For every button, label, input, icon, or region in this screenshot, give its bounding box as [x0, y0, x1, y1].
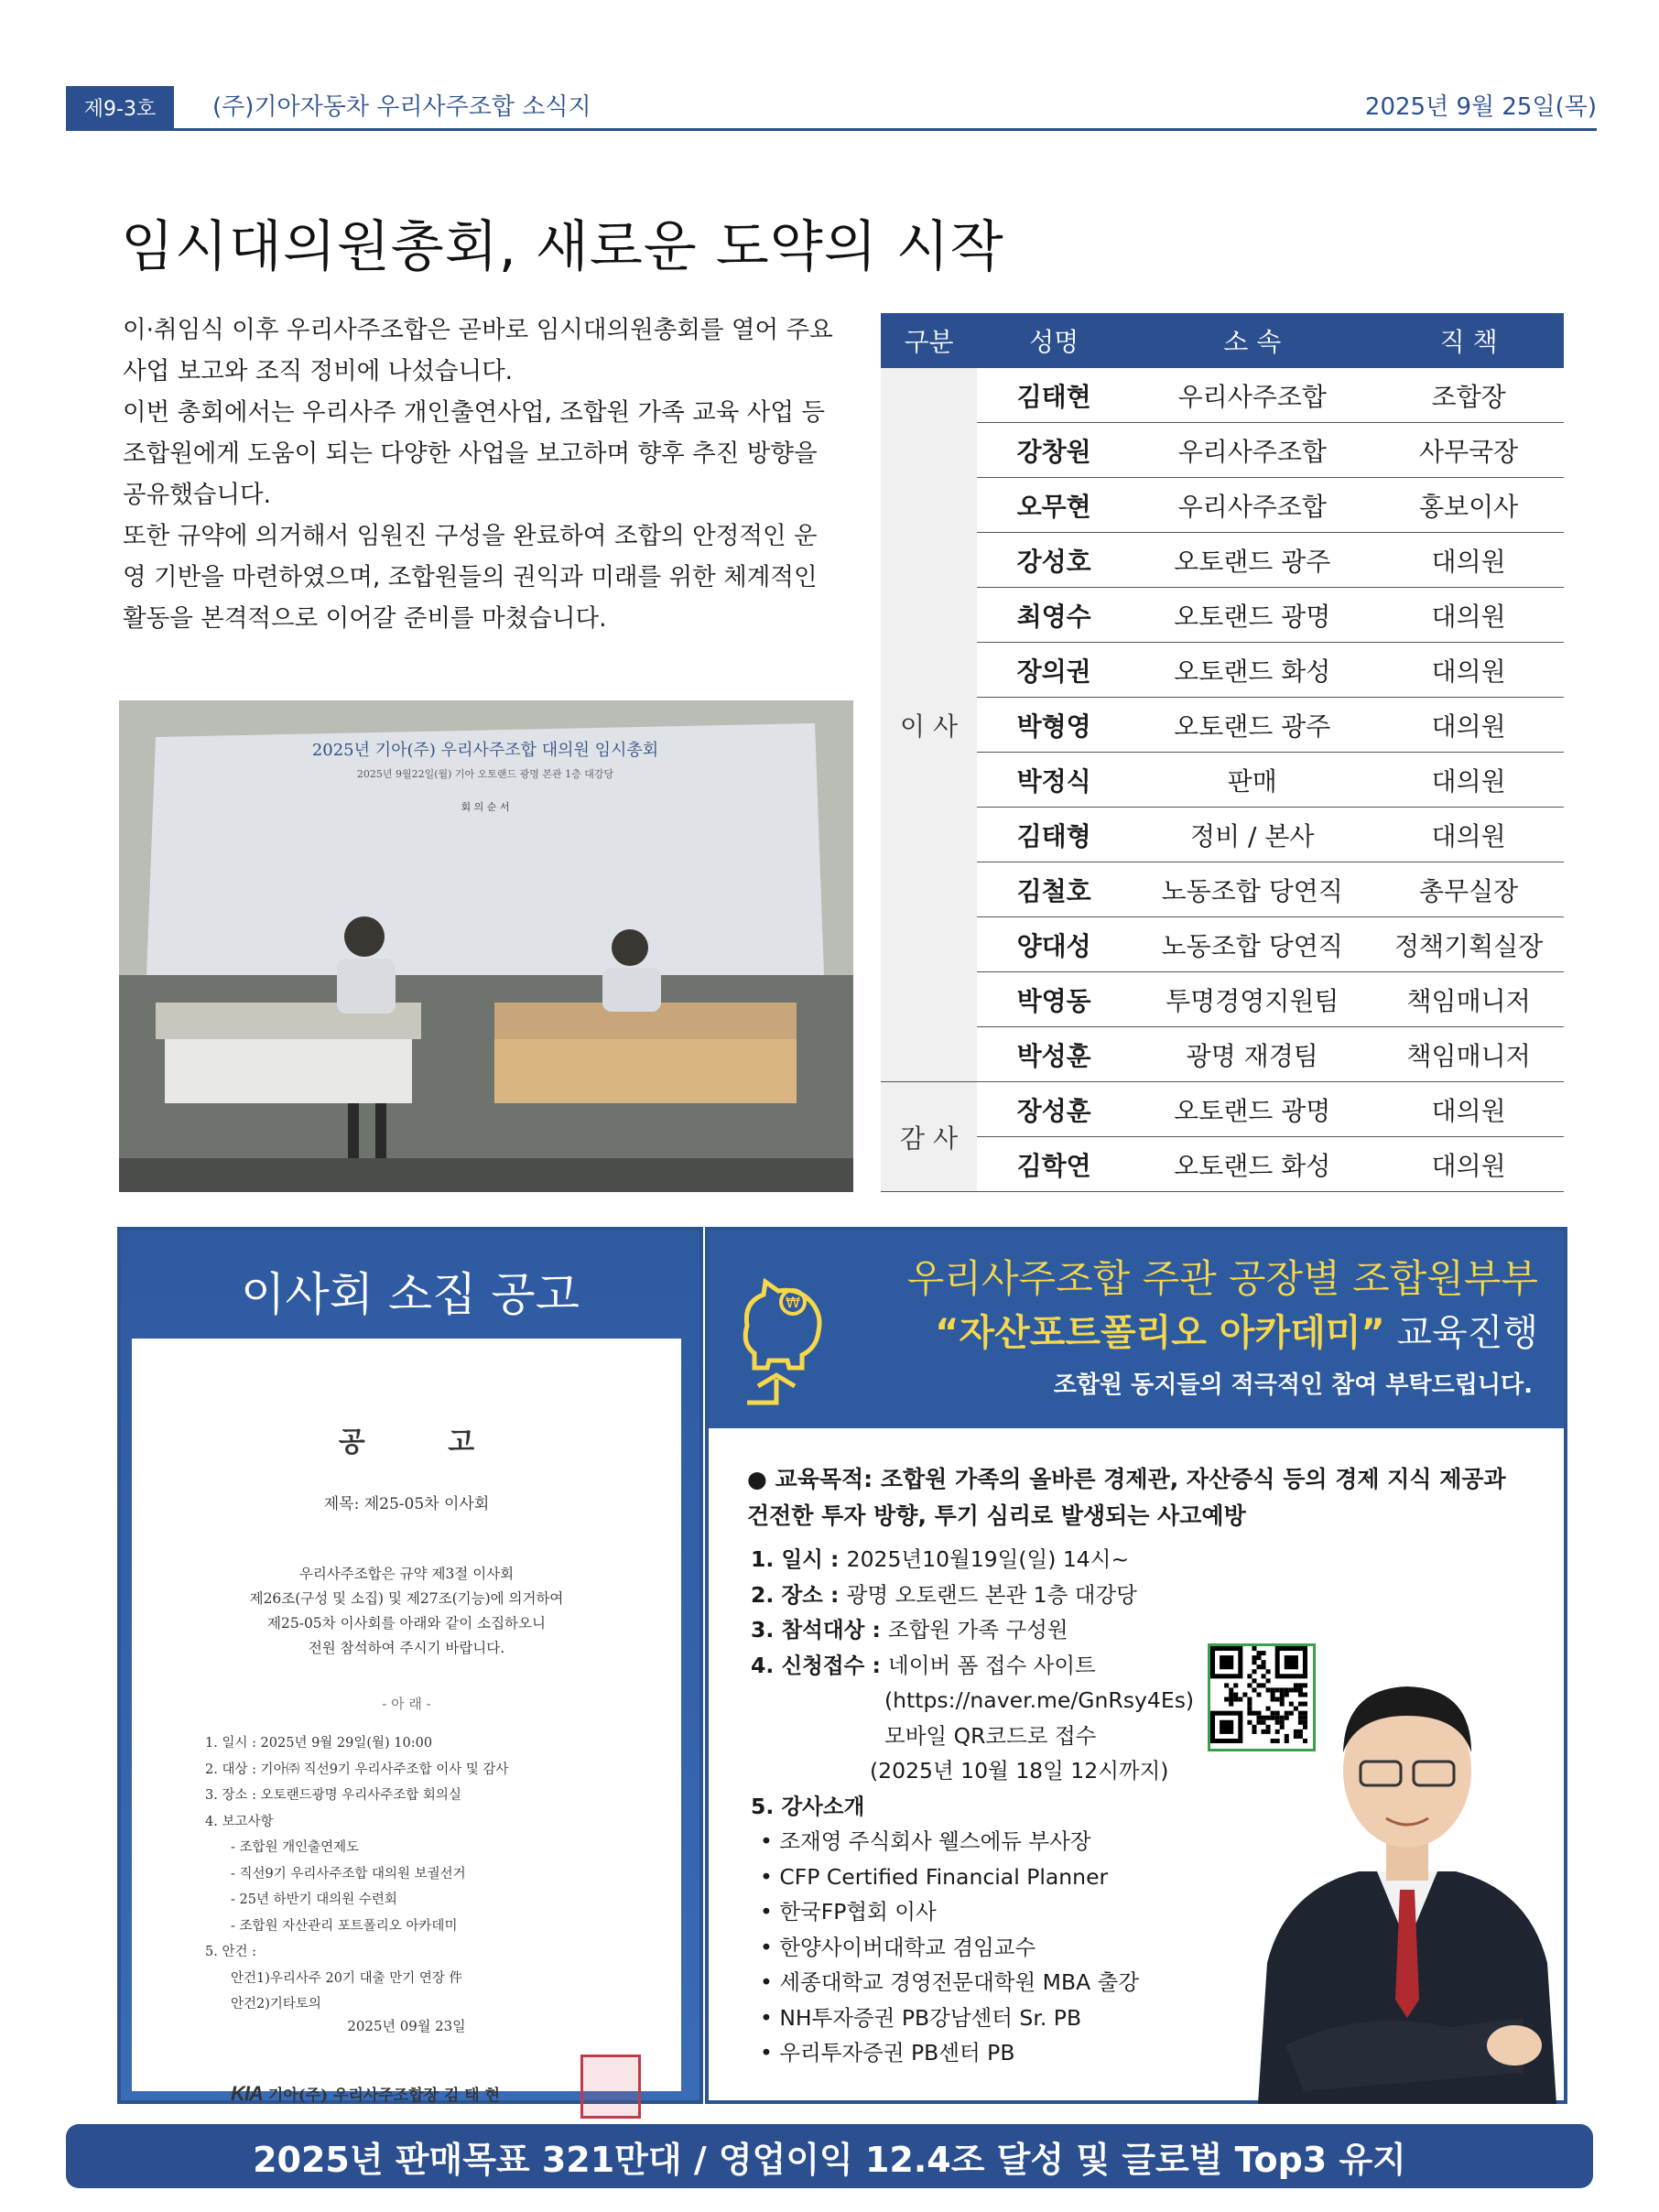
affiliation-cell: 오토랜드 광주 [1131, 533, 1373, 588]
notice-document [132, 1339, 681, 2105]
table-row [881, 753, 1564, 808]
affiliation-cell: 광명 재경팀 [1131, 1027, 1373, 1082]
position-cell: 책임매니저 [1373, 972, 1564, 1027]
instructor-photo [1249, 1615, 1566, 2104]
instructor-credential: • 우리투자증권 PB센터 PB [760, 2040, 1015, 2066]
affiliation-cell: 우리사주조합 [1131, 423, 1373, 478]
table-row [881, 368, 1564, 423]
notice-item: 안건1)우리사주 20기 대출 만기 연장 件 [231, 1970, 462, 1986]
position-cell: 책임매니저 [1373, 1027, 1564, 1082]
instructor-credential: • NH투자증권 PB강남센터 Sr. PB [760, 2004, 1082, 2031]
table-row [881, 533, 1564, 588]
sales-target-banner: 2025년 판매목표 321만대 / 영업이익 12.4조 달성 및 글로벌 Top3 유지 [66, 2124, 1593, 2188]
table-row [881, 862, 1564, 917]
name-cell: 장의권 [977, 643, 1131, 698]
academy-details [751, 1542, 1227, 2071]
piggy-bank-icon [731, 1265, 826, 1419]
notice-item: 4. 보고사항 [205, 1814, 274, 1829]
publication-date: 2025년 9월 25일(목) [1364, 93, 1597, 121]
affiliation-cell: 판매 [1131, 753, 1373, 808]
column-header: 구분 [881, 313, 977, 368]
detail-item: 2. 장소 : 광명 오토랜드 본관 1층 대강당 [751, 1581, 1137, 1608]
notice-items [205, 1730, 645, 2018]
name-cell: 김학연 [977, 1137, 1131, 1192]
position-cell: 대의원 [1373, 533, 1564, 588]
instructor-credential: • 세종대학교 경영전문대학원 MBA 출강 [760, 1969, 1140, 1995]
column-header: 소 속 [1131, 313, 1373, 368]
notice-item: 5. 안건 : [205, 1945, 256, 1959]
position-cell: 대의원 [1373, 808, 1564, 862]
table-row [881, 808, 1564, 862]
position-cell: 대의원 [1373, 753, 1564, 808]
notice-body-line: 우리사주조합은 규약 제3절 이사회 [298, 1566, 515, 1582]
affiliation-cell: 우리사주조합 [1131, 478, 1373, 533]
name-cell: 박형영 [977, 698, 1131, 753]
table-row [881, 643, 1564, 698]
name-cell: 김태형 [977, 808, 1131, 862]
academy-title-emphasis: “자산포트폴리오 아카데미” [935, 1312, 1385, 1354]
name-cell: 장성훈 [977, 1082, 1131, 1137]
notice-item: - 25년 하반기 대의원 수련회 [231, 1892, 397, 1907]
table-row [881, 423, 1564, 478]
name-cell: 강창원 [977, 423, 1131, 478]
academy-title-line2 [935, 1304, 1538, 1356]
issue-number: 제9-3호 [66, 86, 174, 128]
table-row [881, 972, 1564, 1027]
article-headline: 임시대의원총회, 새로운 도약의 시작 [121, 215, 1004, 279]
name-cell: 박정식 [977, 753, 1131, 808]
affiliation-cell: 오토랜드 광명 [1131, 1082, 1373, 1137]
article-paragraph: 이·취임식 이후 우리사주조합은 곧바로 임시대의원총회를 열어 주요 사업 보고와 조직 정비에 나섰습니다. [123, 316, 833, 385]
screen-title: 2025년 기아(주) 우리사주조합 대의원 임시총회 [311, 741, 659, 760]
position-cell: 대의원 [1373, 588, 1564, 643]
name-cell: 강성호 [977, 533, 1131, 588]
article-paragraph: 이번 총회에서는 우리사주 개인출연사업, 조합원 가족 교육 사업 등 조합원에게 도움이 되는 다양한 사업을 보고하며 향후 추진 방향을 공유했습니다. [123, 398, 825, 509]
table-row [881, 1137, 1564, 1192]
column-header: 직 책 [1373, 313, 1564, 368]
affiliation-cell: 오토랜드 화성 [1131, 643, 1373, 698]
affiliation-cell: 투명경영지원팀 [1131, 972, 1373, 1027]
position-cell: 대의원 [1373, 698, 1564, 753]
table-header-row [881, 313, 1564, 368]
notice-item: - 직선9기 우리사주조합 대의원 보궐선거 [231, 1866, 466, 1881]
instructor-list [751, 1824, 1227, 2071]
table-row [881, 698, 1564, 753]
position-cell: 총무실장 [1373, 862, 1564, 917]
name-cell: 김철호 [977, 862, 1131, 917]
name-cell: 최영수 [977, 588, 1131, 643]
instructor-credential: • CFP Certified Financial Planner [760, 1863, 1109, 1890]
notice-signature [231, 2082, 634, 2106]
name-cell: 박성훈 [977, 1027, 1131, 1082]
group-label-cell: 이 사 [881, 368, 977, 1082]
screen-agenda-title: 회 의 순 서 [461, 801, 510, 813]
academy-title-rest: 교육진행 [1384, 1312, 1538, 1354]
header-rule [66, 128, 1597, 131]
notice-body [187, 1562, 626, 1661]
position-cell: 대의원 [1373, 643, 1564, 698]
notice-body-line: 제26조(구성 및 소집) 및 제27조(기능)에 의거하여 [249, 1590, 564, 1607]
notice-item: 3. 장소 : 오토랜드광명 우리사주조합 회의실 [205, 1788, 461, 1803]
board-meeting-notice-panel [117, 1227, 703, 2104]
screen-subtitle: 2025년 9월22일(월) 기아 오토랜드 광명 본관 1층 대강당 [356, 768, 614, 780]
table-row [881, 478, 1564, 533]
notice-item: 2. 대상 : 기아㈜ 직선9기 우리사주조합 이사 및 감사 [205, 1762, 509, 1777]
name-cell: 김태현 [977, 368, 1131, 423]
detail-item: 1. 일시 : 2025년10월19일(일) 14시~ [751, 1546, 1130, 1572]
education-purpose: ● 교육목적: 조합원 가족의 올바른 경제관, 자산증식 등의 경제 지식 제공과 건전한 투자 방향, 투기 심리로 발생되는 사고예방 [747, 1466, 1506, 1529]
publication-name: (주)기아자동차 우리사주조합 소식지 [212, 93, 591, 121]
position-cell: 사무국장 [1373, 423, 1564, 478]
detail-item: 3. 참석대상 : 조합원 가족 구성원 [751, 1617, 1068, 1643]
notice-panel-title: 이사회 소집 공고 [241, 1268, 580, 1321]
column-header: 성명 [977, 313, 1131, 368]
affiliation-cell: 오토랜드 광명 [1131, 588, 1373, 643]
detail-item: 4. 신청접수 : 네이버 폼 접수 사이트 [751, 1652, 1096, 1678]
academy-header [709, 1231, 1564, 1428]
academy-panel [705, 1227, 1567, 2104]
notice-date: 2025년 09월 23일 [347, 2018, 466, 2034]
group-label-cell: 감 사 [881, 1082, 977, 1192]
name-cell: 오무현 [977, 478, 1131, 533]
notice-arae: - 아 래 - [382, 1696, 431, 1712]
table-row [881, 1027, 1564, 1082]
position-cell: 정책기획실장 [1373, 917, 1564, 972]
notice-item: - 조합원 자산관리 포트폴리오 아카데미 [231, 1918, 458, 1934]
apply-qr-note: 모바일 QR코드로 접수 [884, 1722, 1097, 1749]
affiliation-cell: 노동조합 당연직 [1131, 862, 1373, 917]
meeting-photo [119, 700, 853, 1192]
officer-roster-table [881, 313, 1564, 1192]
position-cell: 홍보이사 [1373, 478, 1564, 533]
position-cell: 조합장 [1373, 368, 1564, 423]
instructor-credential: • 한국FP협회 이사 [760, 1899, 937, 1925]
affiliation-cell: 정비 / 본사 [1131, 808, 1373, 862]
affiliation-cell: 우리사주조합 [1131, 368, 1373, 423]
table-row [881, 588, 1564, 643]
notice-doc-title: 공 고 [338, 1426, 512, 1458]
notice-subject: 제목: 제25-05차 이사회 [323, 1495, 490, 1513]
notice-body-line: 전원 참석하여 주시기 바랍니다. [308, 1640, 505, 1656]
official-seal [580, 2055, 641, 2119]
notice-item: 안건2)기타토의 [231, 1997, 321, 2011]
academy-subtitle: 조합원 동지들의 적극적인 참여 부탁드립니다. [1053, 1372, 1533, 1399]
instructor-credential: • 한양사이버대학교 겸임교수 [760, 1934, 1036, 1960]
article-paragraph: 또한 규약에 의거해서 임원진 구성을 완료하여 조합의 안정적인 운영 기반을 마련하였으며, 조합원들의 권익과 미래를 위한 체계적인 활동을 본격적으로 이어갈 준비를 마쳤습니다. [123, 522, 818, 633]
svg-text:₩: ₩ [786, 1294, 800, 1311]
table-row [881, 917, 1564, 972]
name-cell: 양대성 [977, 917, 1131, 972]
kia-logo: KIA [231, 2082, 263, 2105]
instructor-credential: • 조재영 주식회사 웰스에듀 부사장 [760, 1828, 1091, 1854]
position-cell: 대의원 [1373, 1137, 1564, 1192]
table-row [881, 1082, 1564, 1137]
apply-url[interactable]: (https://naver.me/GnRsy4Es) [884, 1687, 1195, 1713]
affiliation-cell: 오토랜드 광주 [1131, 698, 1373, 753]
article-body [123, 309, 837, 639]
instructor-label: 5. 강사소개 [751, 1793, 865, 1819]
notice-item: - 조합원 개인출연제도 [231, 1840, 360, 1855]
apply-deadline: (2025년 10월 18일 12시까지) [870, 1758, 1169, 1784]
notice-body-line: 제25-05차 이사회를 아래와 같이 소집하오니 [267, 1615, 546, 1632]
name-cell: 박영동 [977, 972, 1131, 1027]
academy-title-line1: 우리사주조합 주관 공장별 조합원부부 [906, 1256, 1538, 1301]
affiliation-cell: 오토랜드 화성 [1131, 1137, 1373, 1192]
affiliation-cell: 노동조합 당연직 [1131, 917, 1373, 972]
notice-item: 1. 일시 : 2025년 9월 29일(월) 10:00 [205, 1736, 433, 1751]
position-cell: 대의원 [1373, 1082, 1564, 1137]
notice-signatory: 기아(주) 우리사주조합장 김 태 현 [267, 2087, 501, 2105]
